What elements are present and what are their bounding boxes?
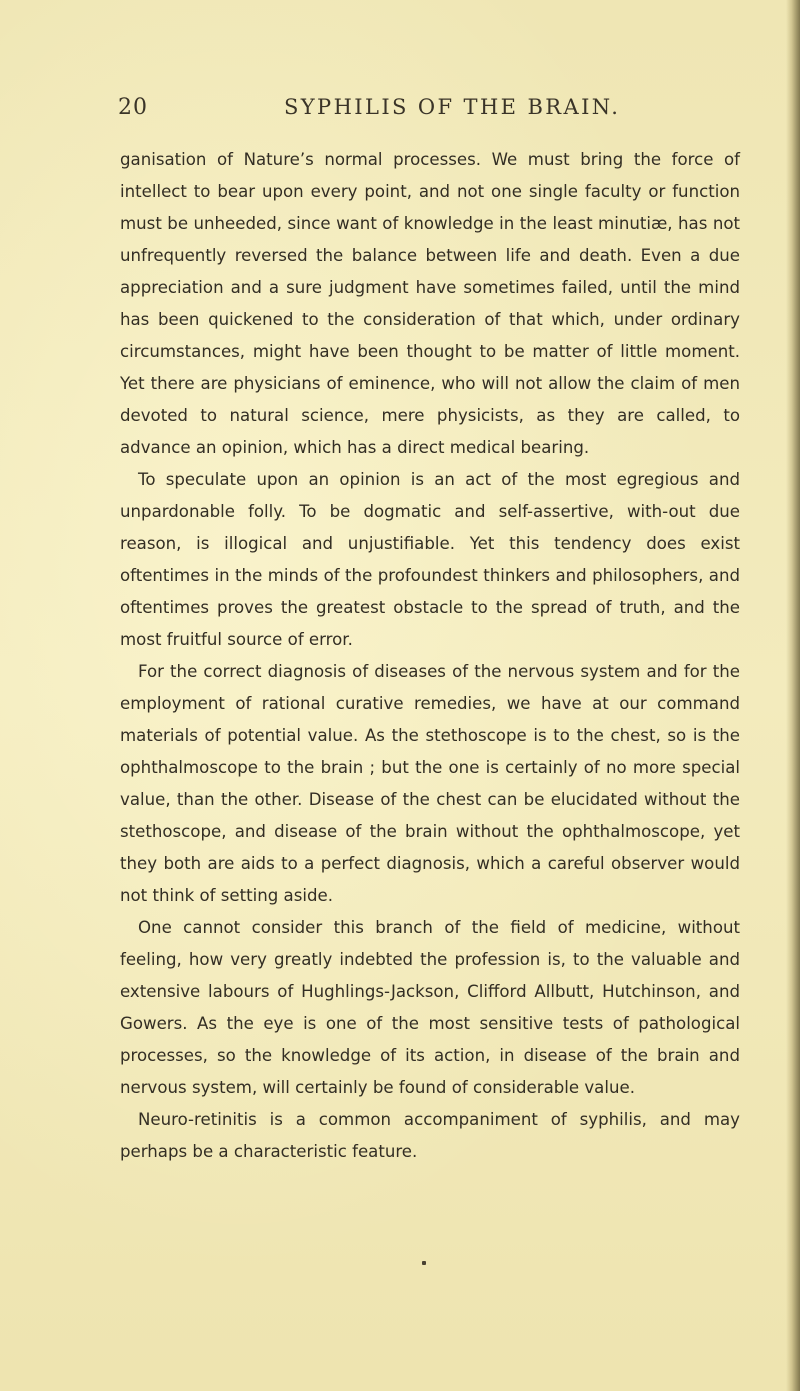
- running-head: [0, 95, 800, 125]
- body-text: [120, 144, 740, 1168]
- paragraph-diagnosis: For the correct diagnosis of diseases of the nervous system and for the employment of rational curative remedies, we have at our command materials of potential value. As the stethoscope is to the chest, so is the ophthalmoscope to the brain ; but the one is certainly of no more special value, than the other. Disease of the chest can be elucidated without the stethoscope, and disease of the brain without the ophthalmoscope, yet they both are aids to a perfect diagnosis, which a careful observer would not think of setting aside.: [120, 662, 740, 905]
- paragraph-indebtedness: One cannot consider this branch of the field of medicine, without feeling, how very greatly indebted the profession is, to the valuable and extensive labours of Hughlings-Jackson, Clifford Allbutt, Hutchinson, and Gowers. As the eye is one of the most sensitive tests of pathological processes, so the knowledge of its action, in disease of the brain and nervous system, will certainly be found of considerable value.: [120, 918, 740, 1097]
- paragraph-speculation: To speculate upon an opinion is an act of the most egregious and unpardonable folly. To be dogmatic and self-assertive, with-out due reason, is illogical and unjustifiable. Yet this tendency does exist oftentimes in the minds of the profoundest thinkers and philosophers, and oftentimes proves the greatest obstacle to the spread of truth, and the most fruitful source of error.: [120, 470, 740, 649]
- running-head-title: SYPHILIS OF THE BRAIN.: [284, 95, 621, 119]
- page-edge-shadow: [786, 0, 800, 1391]
- page-number: 20: [118, 95, 148, 120]
- ink-speck: [422, 1261, 426, 1265]
- paragraph-neuro-retinitis: Neuro-retinitis is a common accompaniment of syphilis, and may perhaps be a characteristic feature.: [120, 1110, 740, 1161]
- paragraph-continuation: ganisation of Nature’s normal processes. We must bring the force of intellect to bear upon every point, and not one single faculty or function must be unheeded, since want of knowledge in the least minutiæ, has not unfrequently reversed the balance between life and death. Even a due appreciation and a sure judgment have sometimes failed, until the mind has been quickened to the consideration of that which, under ordinary circumstances, might have been thought to be matter of little moment. Yet there are physicians of eminence, who will not allow the claim of men devoted to natural science, mere physicists, as they are called, to advance an opinion, which has a direct medical bearing.: [120, 150, 740, 457]
